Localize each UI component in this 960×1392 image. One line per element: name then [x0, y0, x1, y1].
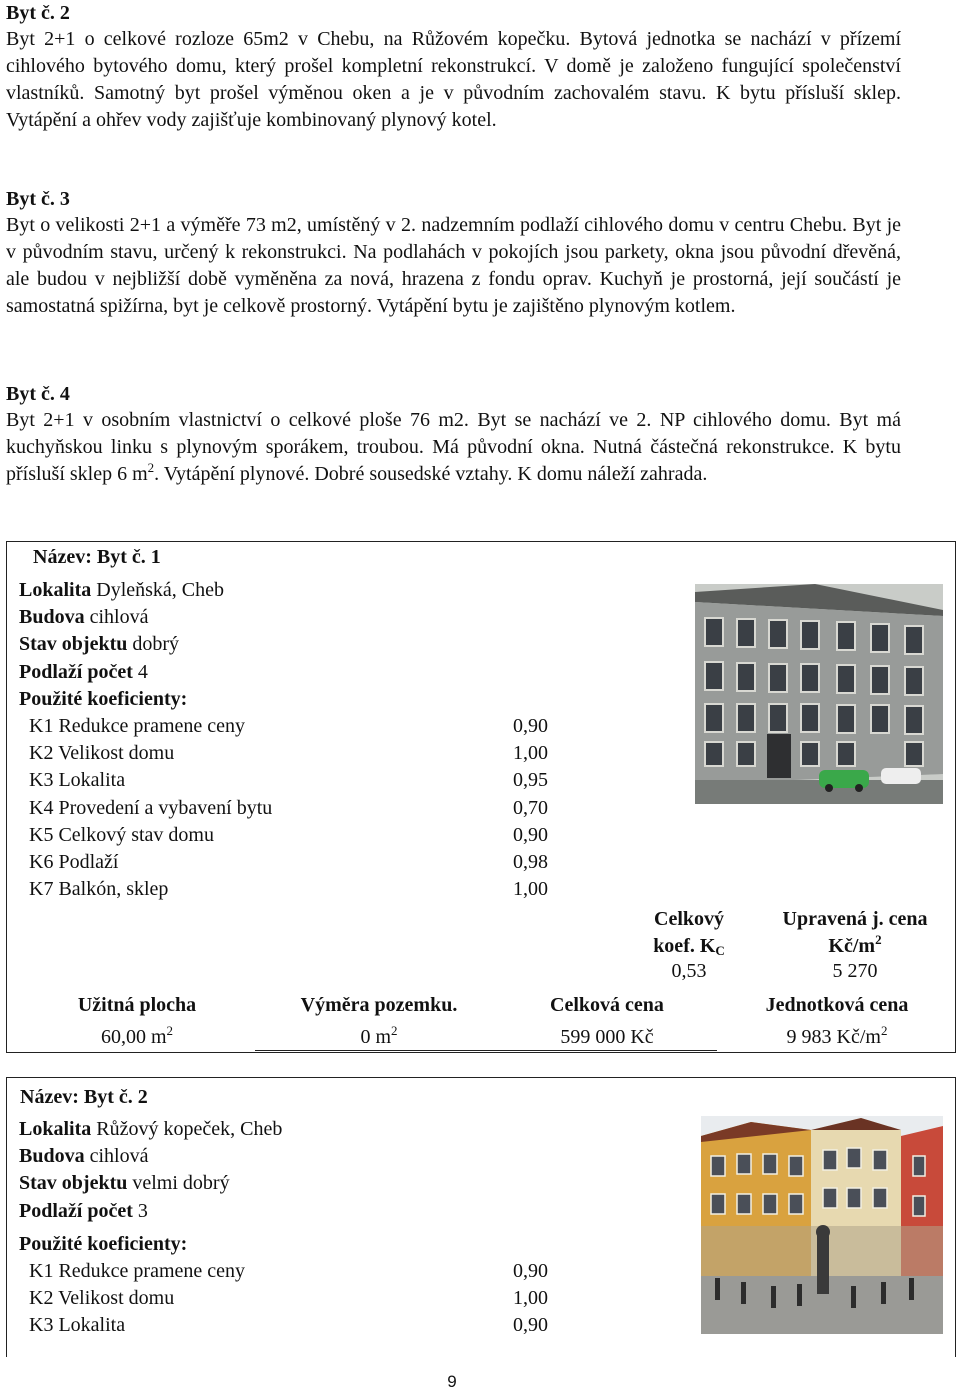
coefficient-row: K3 Lokalita 0,95 [29, 769, 548, 792]
coefficient-row: K2 Velikost domu 1,00 [29, 1287, 548, 1310]
info-budova: Budova cihlová [19, 1145, 149, 1168]
coefficient-row: K1 Redukce pramene ceny 0,90 [29, 715, 548, 737]
section-heading: Byt č. 4 [6, 383, 70, 405]
coefficient-row: K1 Redukce pramene ceny 0,90 [29, 1260, 548, 1282]
section-text: Byt 2+1 o celkové rozloze 65m2 v Chebu, na Růžovém kopečku. Bytová jednotka se nachází v přízemí cihlového bytového domu, který prošel kompletní rekonstrukcí. V domě je založeno fungující společenství vlastníků. Samotný byt prošel výměnou oken a je v původním zachovalém stavu. K bytu přísluší sklep. Vytápění a ohřev vody zajišťuje kombinovaný plynový kotel. [6, 28, 901, 131]
coefficient-row: K3 Lokalita 0,90 [29, 1314, 548, 1337]
card-info [19, 1116, 282, 1258]
info-lokalita: Lokalita Růžový kopeček, Cheb [19, 1118, 283, 1140]
upravena-cena-value: 5 270 [832, 960, 878, 982]
summary-value-vymera: 0 $m^2$ [360, 1023, 398, 1048]
info-stav: Stav objektu dobrý [19, 633, 180, 656]
section-heading: Byt č. 2 [6, 2, 70, 24]
card-title: Název: Byt č. 2 [20, 1086, 148, 1108]
coefficient-row: K5 Celkový stav domu 0,90 [29, 823, 548, 846]
section-byt-2 [6, 0, 901, 134]
info-stav: Stav objektu velmi dobrý [19, 1172, 230, 1195]
coefficient-row: K7 Balkón, sklep 1,00 [29, 878, 548, 901]
summary-value-jednotkova-cena: 9 983 $Kč/m^2$ [786, 1023, 888, 1048]
coefficients-heading: Použité koeficienty: [19, 687, 188, 710]
celkovy-koef-label: Celkový koef. $K_C$ [653, 908, 725, 958]
building-photo [695, 584, 943, 804]
apartment-card-byt-1 [6, 541, 956, 1053]
building-photo [701, 1116, 943, 1334]
page-number: 9 [447, 1372, 457, 1391]
summary-header-jednotkova-cena: Jednotková cena [765, 994, 909, 1016]
celkovy-koef-value: 0,53 [671, 960, 707, 982]
coefficient-row: K6 Podlaží 0,98 [29, 850, 548, 873]
apartment-card-byt-2 [6, 1077, 956, 1357]
info-podlazi: Podlaží počet 3 [19, 1199, 148, 1222]
coefficients-heading: Použité koeficienty: [19, 1232, 188, 1255]
card-title: Název: Byt č. 1 [33, 546, 161, 568]
info-podlazi: Podlaží počet 4 [19, 660, 148, 683]
section-byt-4 [6, 381, 901, 488]
section-byt-3 [6, 186, 901, 320]
summary-header-celkova-cena: Celková cena [550, 994, 664, 1016]
info-lokalita: Lokalita Dyleňská, Cheb [19, 579, 225, 601]
coefficient-list [29, 1258, 569, 1340]
summary-header-uzitna-plocha: Užitná plocha [77, 994, 197, 1016]
section-text: Byt 2+1 v osobním vlastnictví o celkové ploše 76 m2. Byt se nachází ve 2. NP cihlového domu. Byt má kuchyňskou linku s plynovým sporákem, troubou. Má původní okna. Nutná částečná rekonstrukce. K bytu přísluší sklep 6 $m^2$. Vytápění plynové. Dobré sousedské vztahy. K domu náleží zahrada. [6, 409, 901, 485]
coefficient-list [29, 713, 569, 903]
coefficient-row: K2 Velikost domu 1,00 [29, 742, 548, 765]
upravena-cena-label: Upravená j. cena $Kč/m^2$ [782, 908, 928, 957]
coefficient-row: K4 Provedení a vybavení bytu 0,70 [29, 796, 548, 819]
section-heading: Byt č. 3 [6, 188, 70, 210]
summary-value-celkova-cena: 599 000 Kč [560, 1026, 654, 1048]
divider [255, 1050, 717, 1051]
card-info [19, 577, 224, 713]
summary-header-vymera: Výměra pozemku. [300, 994, 458, 1016]
info-budova: Budova cihlová [19, 606, 149, 629]
section-text: Byt o velikosti 2+1 a výměře 73 m2, umístěný v 2. nadzemním podlaží cihlového domu v centru Chebu. Byt je v původním stavu, určený k rekonstrukci. Na podlahách v pokojích jsou parkety, okna jsou původní dřevěná, ale budou v nejbližší době vyměněna za nová, hrazena z fondu oprav. Kuchyň je prostorná, její součástí je samostatná spižírna, byt je celkově prostorný. Vytápění bytu je zajištěno plynovým kotlem. [6, 214, 901, 317]
summary-value-uzitna-plocha: 60,00 $m^2$ [100, 1023, 174, 1048]
